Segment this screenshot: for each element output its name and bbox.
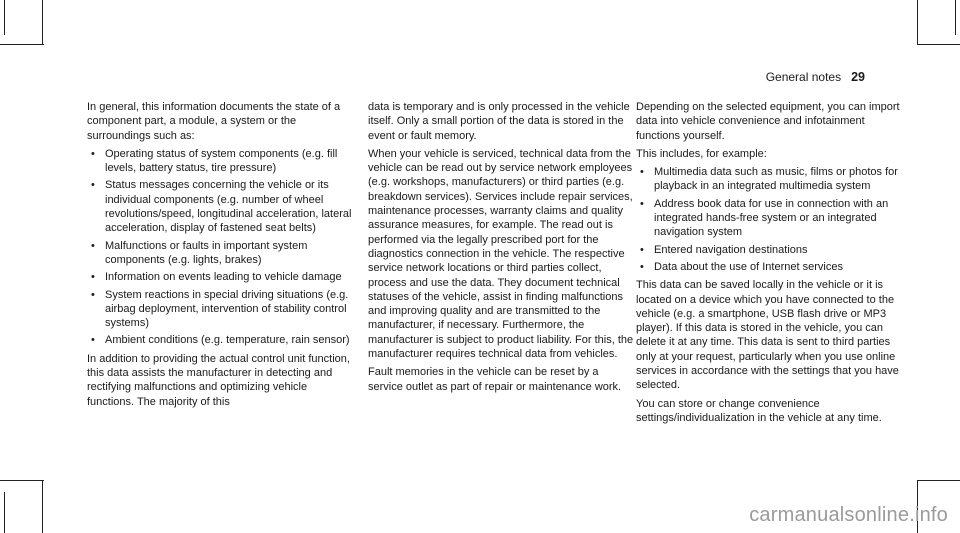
column-3 [636,100,904,429]
crop-mark-tl-vertical [42,0,43,45]
crop-mark-bl-vertical [42,480,43,533]
crop-mark-tl-vertical-2 [4,0,5,35]
list-item: • Data about the use of Internet services [636,260,904,274]
crop-mark-tl-horizontal [0,44,44,45]
col2-paragraph-3: Fault memories in the vehicle can be reset by a service outlet as part of repair or maintenance work. [368,366,622,393]
crop-mark-tr-vertical [917,0,918,45]
list-item: • Operating status of system components (e.g. fill levels, battery status, tire pressure) [87,147,355,176]
crop-mark-tr-horizontal [917,44,960,45]
col3-paragraph-3: This data can be saved locally in the vehicle or it is located on a device which you have connected to the vehicle (e.g. a smartphone, USB flash drive or MP3 player). If this data is stored in the vehicle, you can delete it at any time. This data is sent to third parties only at your request, particularly when you use online services in accordance with the settings that you have selected. [636,279,899,392]
section-title: General notes [765,70,842,84]
crop-mark-br-horizontal [917,480,960,481]
col3-paragraph-4: You can store or change convenience settings/individualization in the vehicle at any time. [636,397,882,424]
col3-paragraph-2: This includes, for example: [636,147,767,160]
page-header [766,70,865,84]
col1-bullet-list [87,147,355,348]
page-number: 29 [851,70,865,84]
col2-paragraph-2: When your vehicle is serviced, technical data from the vehicle can be read out by service network employees (e.g. workshops, manufacturers) or third parties (e.g. breakdown services). Services include repair services, maintenance processes, warranty claims and quality assurance measures, for example. The read out is performed via the legally prescribed port for the diagnostics connection in the vehicle. The respective service network locations or third parties collect, process and use the data. They document technical statuses of the vehicle, assist in finding malfunctions and improving quality and are transmitted to the manufacturer, if necessary. Furthermore, the manufacturer is subject to product liability. For this, the manufacturer requires technical data from vehicles. [368,147,634,361]
col3-bullet-list [636,165,904,274]
list-item: • Status messages concerning the vehicle or its individual components (e.g. number of wheel revolutions/speed, longitudinal acceleration, lateral acceleration, display of fastened seat belts) [87,178,355,235]
column-1 [87,100,355,413]
crop-mark-tr-vertical-2 [955,0,956,35]
list-item: • Entered navigation destinations [636,243,904,257]
list-item: • Information on events leading to vehicle damage [87,270,355,284]
watermark: carmanualsonline.info [749,504,948,526]
col3-paragraph-1: Depending on the selected equipment, you can import data into vehicle convenience and infotainment functions yourself. [636,101,900,142]
list-item: • Ambient conditions (e.g. temperature, rain sensor) [87,333,355,347]
list-item: • Multimedia data such as music, films or photos for playback in an integrated multimedia system [636,165,904,194]
list-item: • System reactions in special driving situations (e.g. airbag deployment, intervention of stability control systems) [87,288,355,331]
list-item: • Malfunctions or faults in important system components (e.g. lights, brakes) [87,239,355,268]
col1-intro: In general, this information documents the state of a component part, a module, a system or the surroundings such as: [87,101,341,142]
col2-paragraph-1: data is temporary and is only processed in the vehicle itself. Only a small portion of the data is stored in the event or fault memory. [368,101,630,142]
crop-mark-bl-vertical-2 [4,492,5,533]
col1-outro: In addition to providing the actual control unit function, this data assists the manufacturer in detecting and rectifying malfunctions and optimizing vehicle functions. The majority of this [87,352,350,408]
column-2 [368,100,636,398]
list-item: • Address book data for use in connection with an integrated hands-free system or an integrated navigation system [636,197,904,240]
crop-mark-bl-horizontal [0,480,44,481]
